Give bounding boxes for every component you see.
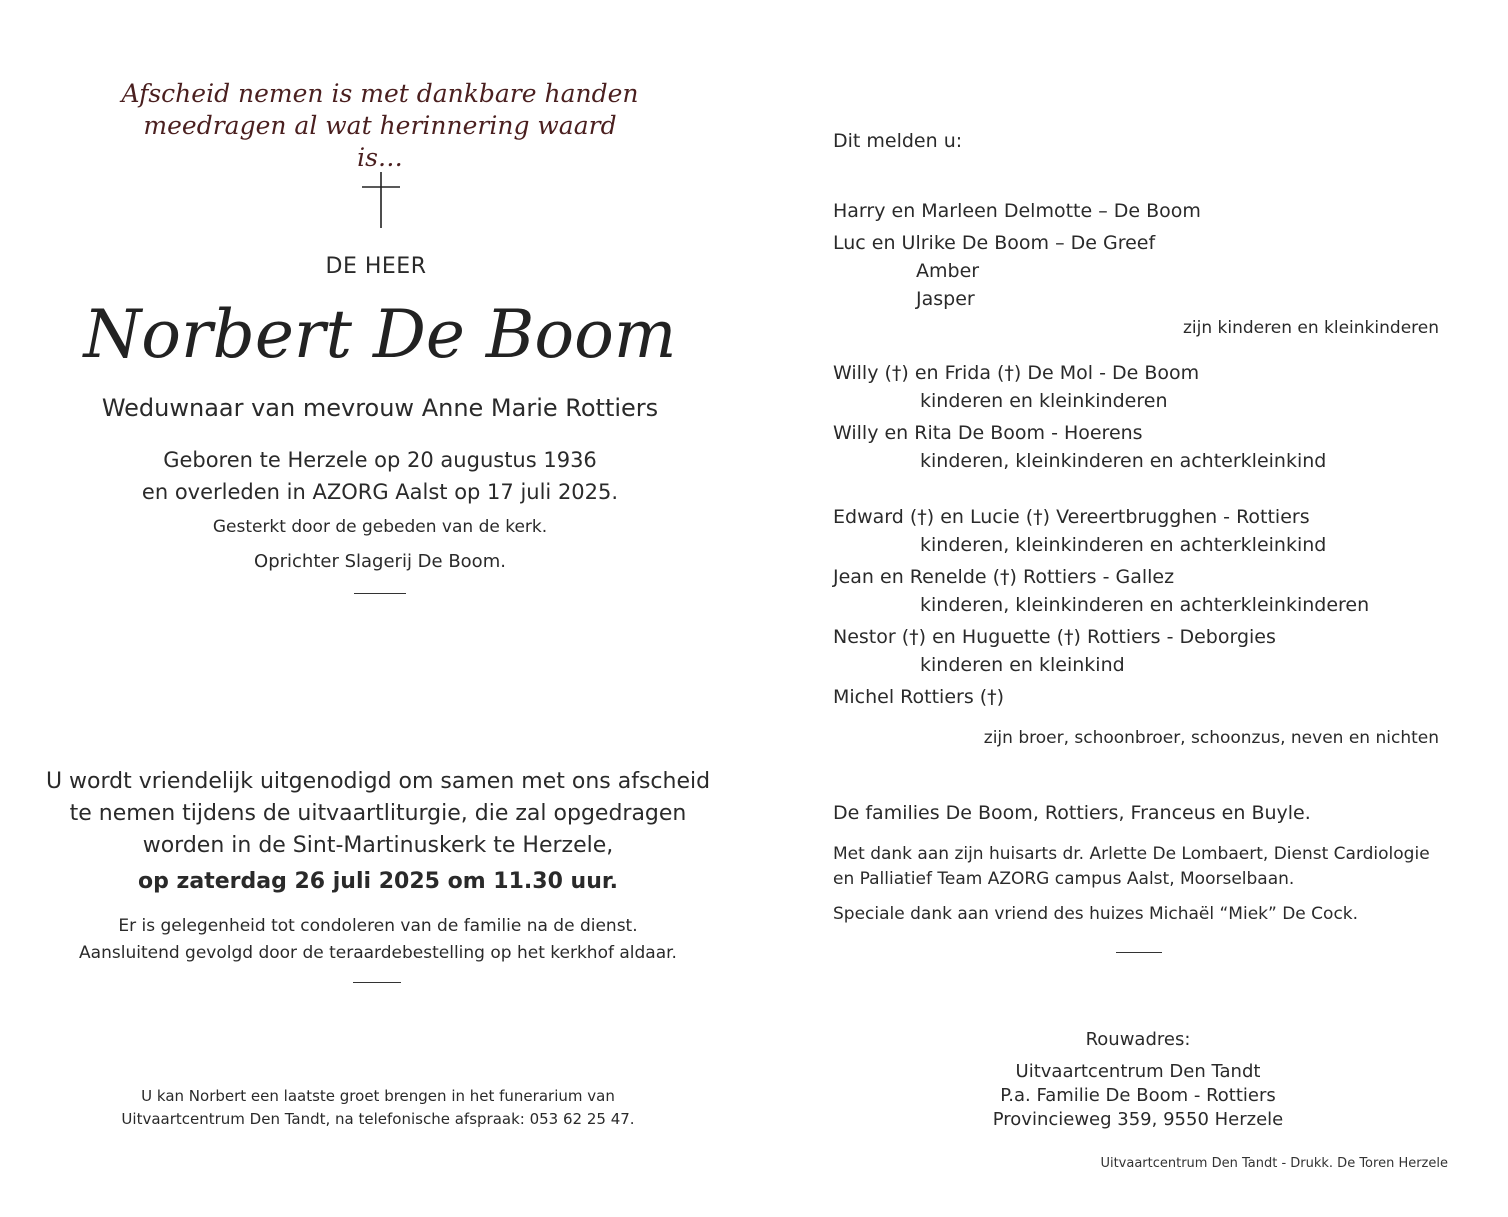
address-label: Rouwadres: <box>1085 1029 1191 1050</box>
invite-line-1: U wordt vriendelijk uitgenodigd om samen met ons afscheid <box>45 769 711 794</box>
mourning-address <box>960 1060 1316 1132</box>
widower-line: Weduwnaar van mevrouw Anne Marie Rottiers <box>101 394 659 422</box>
divider <box>353 982 401 983</box>
invite-line-3: worden in de Sint-Martinuskerk te Herzele, <box>142 833 614 858</box>
funeral-invitation <box>30 766 726 898</box>
deceased-name: Norbert De Boom <box>83 296 677 373</box>
divider <box>354 593 406 594</box>
child-family-1: Harry en Marleen Delmotte – De Boom <box>833 200 1201 222</box>
address-line-1: Uitvaartcentrum Den Tandt <box>1015 1061 1261 1082</box>
child-family-2: Luc en Ulrike De Boom – De Greef <box>833 232 1156 254</box>
motto-line-1: Afscheid nemen is met dankbare handen <box>121 79 639 108</box>
condole-line-1: Er is gelegenheid tot condoleren van de familie na de dienst. <box>118 916 638 936</box>
siblings-caption: zijn broer, schoonbroer, schoonzus, neven en nichten <box>983 728 1439 748</box>
special-thanks: Speciale dank aan vriend des huizes Michaël “Miek” De Cock. <box>833 904 1359 924</box>
thanks-line-1: Met dank aan zijn huisarts dr. Arlette De Lombaert, Dienst Cardiologie <box>833 844 1430 864</box>
life-dates <box>60 444 700 508</box>
thanks-block <box>833 842 1473 892</box>
address-line-2: P.a. Familie De Boom - Rottiers <box>1000 1085 1276 1106</box>
divider <box>1116 952 1162 953</box>
sibling-family-2-sub: kinderen, kleinkinderen en achterkleinkind <box>920 450 1327 472</box>
motto <box>120 78 640 174</box>
condolence-info <box>40 913 716 967</box>
grandchild-1: Amber <box>916 260 980 282</box>
children-caption: zijn kinderen en kleinkinderen <box>1183 318 1439 338</box>
honorific-title: DE HEER <box>325 254 427 279</box>
condole-line-2: Aansluitend gevolgd door de teraardebestelling op het kerkhof aldaar. <box>79 943 677 963</box>
death-line: en overleden in AZORG Aalst op 17 juli 2025. <box>141 480 619 504</box>
greeting-line-1: U kan Norbert een laatste groet brengen in het funerarium van <box>141 1087 615 1105</box>
address-line-3: Provincieweg 359, 9550 Herzele <box>992 1109 1284 1130</box>
sibling-family-5-sub: kinderen en kleinkind <box>920 654 1125 676</box>
sacraments-line: Gesterkt door de gebeden van de kerk. <box>212 517 548 537</box>
funerarium-visit <box>60 1085 696 1131</box>
announcement-intro: Dit melden u: <box>833 130 963 152</box>
sibling-family-1: Willy (†) en Frida (†) De Mol - De Boom <box>833 362 1200 384</box>
families-line: De families De Boom, Rottiers, Franceus en Buyle. <box>833 802 1311 824</box>
funeral-date: op zaterdag 26 juli 2025 om 11.30 uur. <box>138 869 618 894</box>
greeting-line-2: Uitvaartcentrum Den Tandt, na telefonische afspraak: 053 62 25 47. <box>121 1110 635 1128</box>
motto-line-2: meedragen al wat herinnering waard is… <box>143 111 617 172</box>
sibling-6: Michel Rottiers (†) <box>833 686 1005 708</box>
birth-line: Geboren te Herzele op 20 augustus 1936 <box>163 448 597 472</box>
grandchild-2: Jasper <box>916 288 975 310</box>
invite-line-2: te nemen tijdens de uitvaartliturgie, die zal opgedragen <box>69 801 687 826</box>
founder-line: Oprichter Slagerij De Boom. <box>254 551 506 572</box>
sibling-family-1-sub: kinderen en kleinkinderen <box>920 390 1168 412</box>
sibling-family-4: Jean en Renelde (†) Rottiers - Gallez <box>833 566 1175 588</box>
cross-icon <box>360 172 402 228</box>
sibling-family-5: Nestor (†) en Huguette (†) Rottiers - Deborgies <box>833 626 1276 648</box>
printer-credit: Uitvaartcentrum Den Tandt - Drukk. De Toren Herzele <box>1100 1156 1448 1171</box>
sibling-family-3: Edward (†) en Lucie (†) Vereertbrugghen - Rottiers <box>833 506 1310 528</box>
sibling-family-4-sub: kinderen, kleinkinderen en achterkleinkinderen <box>920 594 1370 616</box>
sibling-family-2: Willy en Rita De Boom - Hoerens <box>833 422 1143 444</box>
thanks-line-2: en Palliatief Team AZORG campus Aalst, Moorselbaan. <box>833 869 1295 889</box>
sibling-family-3-sub: kinderen, kleinkinderen en achterkleinkind <box>920 534 1327 556</box>
